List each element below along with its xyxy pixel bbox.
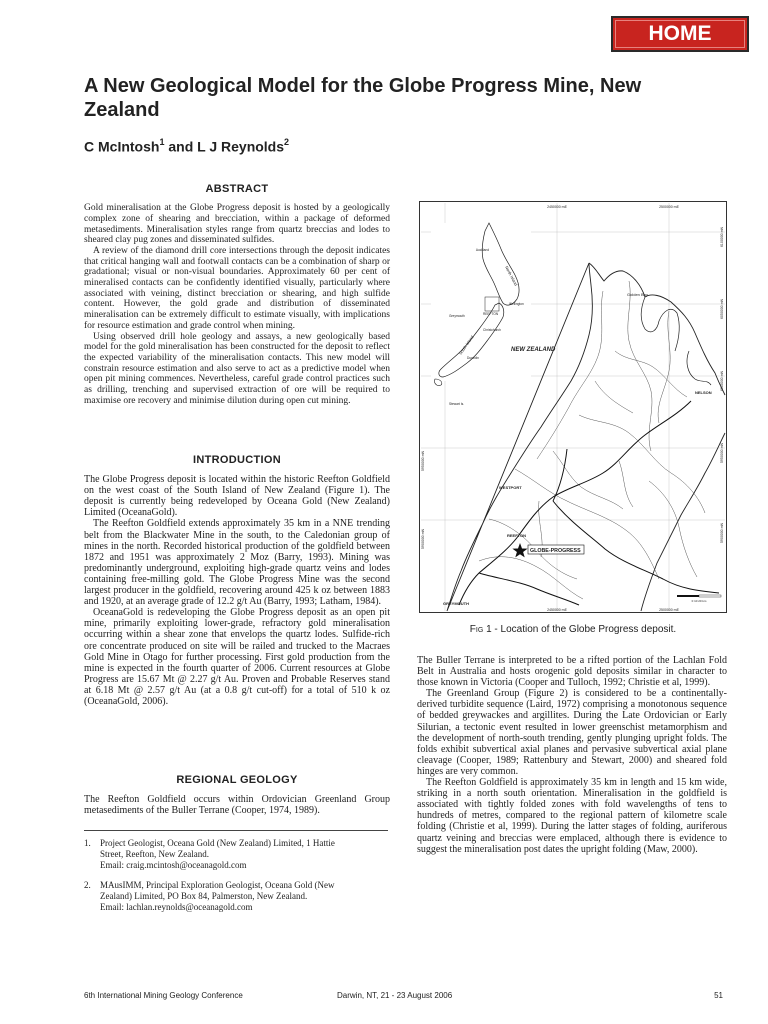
abstract-paragraph: Gold mineralisation at the Globe Progress deposit is hosted by a geologically complex zone of shearing and brecciation, within a package of deformed metasediments. Mineralisation styles range from quartz breccias and lodes to sheared clay pug zones and disseminated sulfides. (84, 203, 390, 246)
footnote-1 (84, 838, 390, 872)
grid-label-top: 2500000 mE (659, 205, 679, 209)
page-number: 51 (714, 991, 723, 1000)
body-paragraph: The Reefton Goldfield is approximately 35 km in length and 15 km wide, striking in a north south orientation. Mineralisation in the goldfield is associated with tightly folded zones with fold wavelengths of tens to hundreds of metres, compared to the regional pattern of kilometre scale folding (Christie et al, 1999). During the latter stages of folding, auriferous quartz veining and breccias were emplaced, although there is evidence to suggest the mineralisation post dates the upright folding (Maw, 2000). (417, 777, 727, 855)
inset-south-island-label: South Island (457, 334, 475, 356)
footnote-line: Zealand) Limited, PO Box 84, Palmerston, New Zealand. (100, 890, 308, 901)
regional-geology-heading: REGIONAL GEOLOGY (176, 774, 298, 786)
place-label-westport: WESTPORT (499, 485, 522, 490)
grid-label-bottom: 2450000 mE (547, 608, 567, 612)
place-label-nelson: NELSON (695, 390, 712, 395)
author-conjunction: and (164, 138, 198, 155)
author-1: C McIntosh (84, 138, 160, 155)
inset-city-label: Greymouth (449, 314, 465, 318)
footnote-number: 1. (84, 838, 91, 848)
introduction-paragraph: The Globe Progress deposit is located within the historic Reefton Goldfield on the west coast of the South Island of New Zealand (Figure 1). The deposit is currently being redeveloped by Oceana Gold (New Zealand) Limited (OceanaGold). (84, 474, 390, 519)
authors (84, 134, 289, 156)
grid-label-right: 5950000 mN (720, 442, 724, 464)
inset-country-label: NEW ZEALAND (511, 347, 556, 353)
place-label-reefton: REEFTON (507, 533, 527, 538)
footnote-email: Email: craig.mcintosh@oceanagold.com (100, 860, 247, 871)
figure-label: Fig 1 (469, 624, 492, 635)
page-footer (84, 991, 723, 1003)
inset-city-label: REEFTON (483, 312, 499, 316)
body-paragraph: The Buller Terrane is interpreted to be a rifted portion of the Lachlan Fold Belt in Australia and hosts orogenic gold deposits similar in character to those known in Victoria (Cooper and Tulloch, 1992; Christie et al, 1999). (417, 655, 727, 689)
regional-geology-paragraph: The Reefton Goldfield occurs within Ordovician Greenland Group metasediments of the Buller Terrane (Cooper, 1974, 1989). (84, 794, 390, 817)
inset-city-label: Dunedin (467, 356, 479, 360)
grid-label-left: 5950000 mN (421, 450, 425, 472)
inset-city-label: Auckland (475, 248, 489, 252)
abstract-paragraph: Using observed drill hole geology and assays, a new geologically based model for the gold mineralisation has been constructed for the deposit to reflect the expected variability of the mineralisation contacts. This new model will constrain resource estimation and also serve to act as a predictive model when open pit mining commences. Nevertheless, careful grade control practices such as drilling, trenching and supervised extraction of ore will be required to maximise ore recovery and minimise dilution during open cut mining. (84, 331, 390, 406)
introduction-section (84, 455, 390, 707)
author-1-affiliation: 1 (159, 137, 165, 147)
grid-label-right: 6000000 mN (720, 370, 724, 392)
inset-north-island-label: North Island (504, 265, 519, 287)
paper-title: A New Geological Model for the Globe Progress Mine, New Zealand (84, 75, 642, 121)
footnote-2 (84, 880, 390, 914)
regional-geology-section (84, 775, 390, 816)
scale-bar-label: 0 10 20 km (691, 599, 707, 603)
abstract-section (84, 184, 390, 406)
author-2: L J Reynolds (197, 138, 285, 155)
introduction-paragraph: OceanaGold is redeveloping the Globe Progress deposit as an open pit mine, primarily exploiting lower-grade, refractory gold mineralisation occurring within a shear zone that envelops the quartz lodes. Sulfide-rich ore concentrate produced on site will be railed and trucked to the Macraes Gold Mine in Otago for further processing. First gold production from the mine is expected in the fourth quarter of 2006. Current resources at Globe Progress are 15.67 Mt @ 2.27 g/t Au. Proven and Probable Reserves stand at 6.18 Mt @ 2.57 g/t Au (at a 0.8 g/t cut-off) for a total of 510 k oz (OceanaGold, 2006). (84, 607, 390, 707)
footer-venue: Darwin, NT, 21 - 23 August 2006 (337, 991, 453, 1000)
grid-label-top: 2450000 mE (547, 205, 567, 209)
place-label-greymouth: GREYMOUTH (443, 601, 469, 606)
place-label-globe-progress: GLOBE-PROGRESS (530, 548, 581, 554)
body-paragraph: The Greenland Group (Figure 2) is considered to be a continentally-derived turbidite sequence (Laird, 1972) comprising a monotonous sequence of bedded greywackes and argillites. During the Late Ordovician or Early Silurian, a tectonic event resulted in lower greenschist metamorphism and the development of north-south trending, gently plunging upright folds. The folds exhibit subvertical axial planes and pervasive subvertical axial plane cleavage (Cooper, 1989; Rattenbury and Stewart, 2000) and sheared fold hinges are very common. (417, 688, 727, 777)
footnote-line: MAusIMM, Principal Exploration Geologist, Oceana Gold (New (100, 879, 335, 890)
footer-conference: 6th International Mining Geology Conference (84, 991, 243, 1000)
author-2-affiliation: 2 (284, 137, 290, 147)
inset-city-label: Stewart Is. (449, 402, 465, 406)
footnote-divider (84, 830, 388, 831)
footnotes (84, 838, 390, 921)
location-map (419, 201, 727, 613)
inset-city-label: Wellington (509, 302, 524, 306)
introduction-heading: INTRODUCTION (193, 454, 281, 466)
regional-geology-continued (417, 655, 727, 855)
inset-city-label: Christchurch (483, 328, 501, 332)
place-label-golden-bay: Golden Bay (627, 292, 648, 297)
grid-label-right: 6050000 mN (720, 298, 724, 320)
figure-caption (419, 624, 727, 635)
footnote-email: Email: lachlan.reynolds@oceanagold.com (100, 902, 253, 913)
grid-label-right: 5900000 mN (720, 522, 724, 544)
abstract-heading: ABSTRACT (205, 183, 269, 195)
figure-caption-text: - Location of the Globe Progress deposit. (491, 624, 677, 635)
grid-label-right: 6100000 mN (720, 226, 724, 248)
grid-label-left: 5900000 mN (421, 528, 425, 550)
introduction-paragraph: The Reefton Goldfield extends approximately 35 km in a NNE trending belt from the Blackwater Mine in the south, to the Caledonian group of mines in the north. Recorded historical production of the goldfield between 1872 and 1951 was approximately 2 Moz (Barry, 1993). Mining was predominantly underground, exploiting high-grade quartz veins and lodes containing free-milling gold. The Globe Progress Mine was the second largest producer in the goldfield, recovering around 425 k oz between 1883 and 1920, at an average grade of 12.2 g/t Au (Barry, 1993; Latham, 1984). (84, 518, 390, 608)
home-button[interactable]: HOME (611, 16, 749, 52)
footnote-line: Street, Reefton, New Zealand. (100, 849, 209, 860)
footnote-number: 2. (84, 879, 91, 890)
abstract-paragraph: A review of the diamond drill core intersections through the deposit indicates that critical hanging wall and footwall contacts can be a combination of sharp or gradational; visual or non-visual boundaries. Approximately 60 per cent of mineralised contacts can be confidently identified visually, particularly where associated with veining, distinct brecciation or shearing, and high sulfide content. However, the gold grade and distribution of disseminated mineralisation can be extremely difficult to estimate visually, with implications for resource estimation and grade control when mining. (84, 245, 390, 331)
grid-label-bottom: 2500000 mE (659, 608, 679, 612)
footnote-line: Project Geologist, Oceana Gold (New Zealand) Limited, 1 Hattie (100, 838, 335, 848)
